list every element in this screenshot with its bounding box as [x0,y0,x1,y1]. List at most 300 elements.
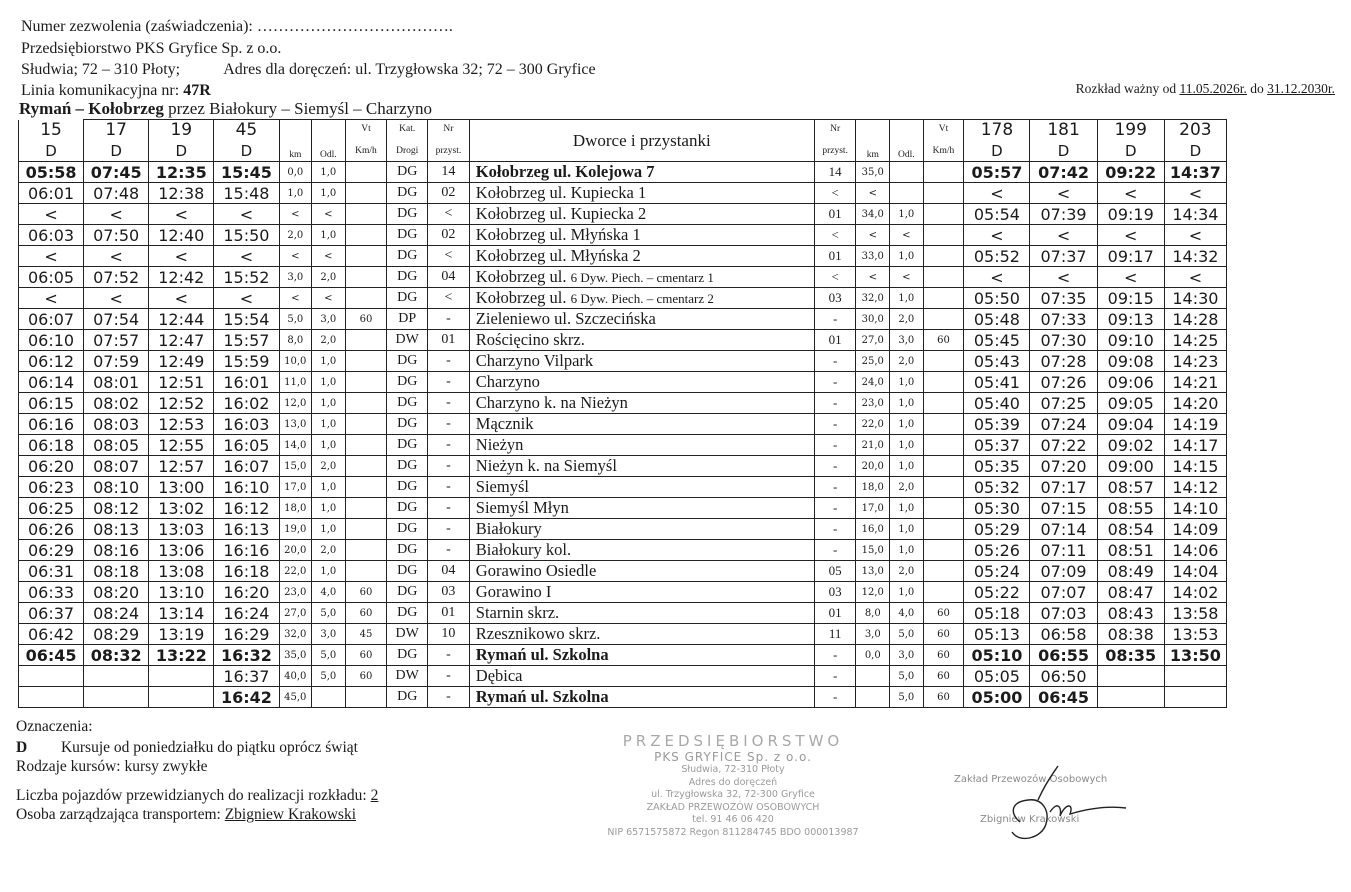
trip-number-right-2: 181 [1030,120,1097,141]
distance-cell: 1,0 [312,162,346,183]
route-endpoints: Rymań – Kołobrzeg [19,99,164,118]
stop-name [469,288,814,309]
distance-cell-right: 1,0 [890,372,924,393]
departure-time-left: 16:02 [214,393,279,414]
departure-time-left: 06:05 [19,267,84,288]
departure-time-left: 06:25 [19,498,84,519]
departure-time-right [1164,666,1226,687]
road-category-cell: DG [387,372,428,393]
departure-time-left: 13:03 [149,519,214,540]
departure-time-right: 07:07 [1030,582,1097,603]
departure-time-right: 05:22 [964,582,1030,603]
departure-time-right: 14:09 [1164,519,1226,540]
speed-cell [345,414,387,435]
departure-time-right [1097,666,1164,687]
stop-name-text: Białokury kol. [475,540,572,559]
stop-number-cell: 02 [428,183,470,204]
road-category-header: Kat. Drogi [387,120,428,162]
departure-time-left: 06:03 [19,225,84,246]
route-via: przez Białokury – Siemyśl – Charzyno [168,99,433,118]
km-cell-right: 0,0 [856,645,890,666]
distance-cell-right: 1,0 [890,204,924,225]
departure-time-left: 06:26 [19,519,84,540]
stop-number-cell: 14 [428,162,470,183]
stop-name-text: Siemyśl [475,477,529,496]
stop-number-cell-right: - [814,372,856,393]
km-cell: 27,0 [279,603,312,624]
stop-name-text: Dębica [475,666,523,685]
speed-cell [345,162,387,183]
stamp-line-6: ZAKŁAD PRZEWOZÓW OSOBOWYCH [646,801,820,813]
vehicles-label: Liczba pojazdów przewidzianych do realizacji rozkładu: [16,787,367,804]
stop-number-header-right: Nr przyst. [814,120,856,162]
departure-time-right: 09:10 [1097,330,1164,351]
departure-time-left: 13:14 [149,603,214,624]
km-cell: 1,0 [279,183,312,204]
trip-mark-right-1: D [964,141,1030,162]
departure-time-left [84,687,149,708]
departure-time-left: 15:54 [214,309,279,330]
stop-number-cell-right: 01 [814,246,856,267]
km-header: km [279,120,312,162]
legend-mark-row [16,739,358,757]
distance-cell: < [312,288,346,309]
departure-time-right: 05:05 [964,666,1030,687]
departure-time-right: 07:14 [1030,519,1097,540]
speed-cell-right [923,225,964,246]
speed-cell [345,540,387,561]
distance-cell: 2,0 [312,456,346,477]
distance-cell-right: 2,0 [890,477,924,498]
distance-cell-right: 1,0 [890,435,924,456]
departure-time-right: 08:43 [1097,603,1164,624]
departure-time-right: 07:24 [1030,414,1097,435]
trip-types: Rodzaje kursów: kursy zwykłe [16,758,208,775]
departure-time-right: < [1164,225,1226,246]
stop-name [469,624,814,645]
road-category-cell: DG [387,498,428,519]
table-row [19,162,1227,183]
departure-time-right: < [1030,225,1097,246]
distance-cell-right: 1,0 [890,540,924,561]
stop-name-text: Mącznik [475,414,534,433]
speed-cell-right [923,372,964,393]
speed-cell-right [923,288,964,309]
departure-time-left: 13:08 [149,561,214,582]
departure-time-left [149,666,214,687]
stop-name [469,414,814,435]
departure-time-right: 08:47 [1097,582,1164,603]
departure-time-right: 14:12 [1164,477,1226,498]
signature-stamp-line-1: Zakład Przewozów Osobowych [954,774,1108,785]
stop-number-cell-right: - [814,435,856,456]
stop-number-cell-right: 01 [814,603,856,624]
stop-number-cell: - [428,351,470,372]
speed-cell-right: 60 [923,603,964,624]
table-row [19,351,1227,372]
speed-cell [345,183,387,204]
stop-number-cell-right: 01 [814,330,856,351]
stop-name-text: Kołobrzeg ul. Kupiecka 2 [475,204,647,223]
departure-time-left: 16:12 [214,498,279,519]
speed-cell-right [923,435,964,456]
departure-time-right: 09:02 [1097,435,1164,456]
departure-time-right [1164,687,1226,708]
departure-time-left: 06:12 [19,351,84,372]
km-cell-right: 20,0 [856,456,890,477]
distance-cell-right: < [890,267,924,288]
distance-cell-right: 3,0 [890,330,924,351]
departure-time-right: 05:39 [964,414,1030,435]
departure-time-left: 08:18 [84,561,149,582]
departure-time-right: 14:20 [1164,393,1226,414]
speed-cell [345,519,387,540]
departure-time-right: 09:13 [1097,309,1164,330]
departure-time-left: 12:52 [149,393,214,414]
stop-name-text: Kołobrzeg ul. [475,288,567,307]
departure-time-right: 14:25 [1164,330,1226,351]
departure-time-left: < [84,246,149,267]
distance-cell-right: 2,0 [890,309,924,330]
departure-time-left: 08:13 [84,519,149,540]
speed-cell [345,687,387,708]
speed-cell: 45 [345,624,387,645]
stop-number-cell: < [428,246,470,267]
road-category-cell: DG [387,204,428,225]
km-cell-right: 21,0 [856,435,890,456]
km-cell: 32,0 [279,624,312,645]
stop-number-header: Nr przyst. [428,120,470,162]
departure-time-right: 14:04 [1164,561,1226,582]
departure-time-right: < [964,267,1030,288]
distance-cell-right: 5,0 [890,624,924,645]
distance-cell: 5,0 [312,645,346,666]
distance-cell [312,687,346,708]
speed-cell: 60 [345,603,387,624]
departure-time-left: 07:52 [84,267,149,288]
departure-time-right: 14:28 [1164,309,1226,330]
departure-time-right: 06:50 [1030,666,1097,687]
stamp-line-2: PKS GRYFICE Sp. z o.o. [654,750,812,764]
table-row [19,267,1227,288]
departure-time-left: 16:20 [214,582,279,603]
stop-number-cell: - [428,435,470,456]
km-cell-right [856,666,890,687]
departure-time-right: 13:53 [1164,624,1226,645]
speed-cell [345,330,387,351]
departure-time-left: 08:07 [84,456,149,477]
line-label: Linia komunikacyjna nr: [21,82,180,99]
departure-time-left: 12:57 [149,456,214,477]
stop-number-cell-right: - [814,687,856,708]
departure-time-left: < [149,204,214,225]
departure-time-right: 07:03 [1030,603,1097,624]
departure-time-left: 16:32 [214,645,279,666]
stop-name [469,309,814,330]
stop-name [469,645,814,666]
signature-stamp-line-2: Zbigniew Krakowski [980,814,1080,825]
departure-time-right: 05:43 [964,351,1030,372]
road-category-cell: DG [387,645,428,666]
road-category-cell: DW [387,330,428,351]
distance-cell: 1,0 [312,225,346,246]
departure-time-left: 07:50 [84,225,149,246]
km-cell-right: 22,0 [856,414,890,435]
departure-time-right: 08:49 [1097,561,1164,582]
departure-time-left: 16:24 [214,603,279,624]
road-category-cell: DW [387,624,428,645]
distance-cell-right: 1,0 [890,582,924,603]
trip-mark-left-1: D [19,141,84,162]
departure-time-left: 15:45 [214,162,279,183]
stamp-line-7: tel. 91 46 06 420 [692,814,774,825]
km-cell: 20,0 [279,540,312,561]
table-row [19,372,1227,393]
distance-cell-right [890,162,924,183]
trip-number-left-4: 45 [214,120,279,141]
stop-name [469,267,814,288]
departure-time-right: 08:54 [1097,519,1164,540]
route-title [19,99,432,119]
permit-number-line: Numer zezwolenia (zaświadczenia): ………………………………. [21,18,453,35]
handwritten-signature-icon [950,752,1150,862]
manager-row [16,806,356,824]
departure-time-right: 05:57 [964,162,1030,183]
road-category-cell: DG [387,414,428,435]
km-cell-right: 15,0 [856,540,890,561]
speed-cell [345,267,387,288]
departure-time-right: 05:52 [964,246,1030,267]
stop-number-cell-right: 03 [814,582,856,603]
valid-to-label: do [1250,81,1264,96]
manager-label: Osoba zarządzająca transportem: [16,806,221,823]
stop-number-cell-right: - [814,498,856,519]
table-row [19,393,1227,414]
departure-time-right: 08:35 [1097,645,1164,666]
stop-name [469,561,814,582]
departure-time-left: 13:10 [149,582,214,603]
distance-cell-right: 2,0 [890,351,924,372]
distance-header-right: Odl. [890,120,924,162]
km-cell: 2,0 [279,225,312,246]
stop-name [469,540,814,561]
speed-cell [345,288,387,309]
distance-cell: 1,0 [312,393,346,414]
speed-cell-right [923,477,964,498]
departure-time-right: < [964,225,1030,246]
vehicles-row [16,787,378,805]
departure-time-left: 06:18 [19,435,84,456]
stop-name [469,603,814,624]
stamp-line-3: Słudwia, 72-310 Płoty [681,764,785,775]
table-row [19,624,1227,645]
departure-time-left: < [149,288,214,309]
speed-cell [345,351,387,372]
stop-name-text: Kołobrzeg ul. Młyńska 2 [475,246,641,265]
stop-number-cell-right: < [814,183,856,204]
stop-number-cell: < [428,288,470,309]
stop-number-cell: - [428,477,470,498]
departure-time-left: < [214,246,279,267]
departure-time-right: 14:34 [1164,204,1226,225]
speed-cell-right [923,456,964,477]
vehicles-count: 2 [370,787,379,804]
distance-cell-right: 1,0 [890,288,924,309]
departure-time-left: 13:22 [149,645,214,666]
departure-time-left: 08:32 [84,645,149,666]
stop-number-cell-right: - [814,414,856,435]
departure-time-right: 05:48 [964,309,1030,330]
departure-time-right: 14:15 [1164,456,1226,477]
departure-time-left: 16:03 [214,414,279,435]
manager-name: Zbigniew Krakowski [224,806,357,823]
departure-time-left: 08:12 [84,498,149,519]
departure-time-left [149,687,214,708]
stop-name [469,456,814,477]
speed-cell [345,477,387,498]
speed-cell-right [923,561,964,582]
table-row [19,582,1227,603]
departure-time-right: 05:45 [964,330,1030,351]
departure-time-right: 08:38 [1097,624,1164,645]
distance-header: Odl. [312,120,346,162]
km-cell-right: < [856,225,890,246]
departure-time-right: 05:24 [964,561,1030,582]
departure-time-left: 06:33 [19,582,84,603]
stop-name [469,330,814,351]
distance-cell: 1,0 [312,183,346,204]
stop-number-cell: 04 [428,561,470,582]
departure-time-left: 06:10 [19,330,84,351]
departure-time-right: 14:17 [1164,435,1226,456]
speed-cell-right [923,267,964,288]
departure-time-right: < [1097,267,1164,288]
km-header-right: km [856,120,890,162]
table-row [19,666,1227,687]
departure-time-left [19,666,84,687]
km-cell-right: 33,0 [856,246,890,267]
departure-time-left: 16:05 [214,435,279,456]
distance-cell: 1,0 [312,519,346,540]
km-cell: 22,0 [279,561,312,582]
address-line [21,59,596,80]
departure-time-left: 07:45 [84,162,149,183]
table-row [19,561,1227,582]
distance-cell-right: 5,0 [890,687,924,708]
departure-time-right: 07:09 [1030,561,1097,582]
departure-time-right: < [1097,225,1164,246]
distance-cell: 1,0 [312,351,346,372]
departure-time-right: 14:30 [1164,288,1226,309]
stop-name-text: Charzyno [475,372,540,391]
km-cell-right: 18,0 [856,477,890,498]
table-row [19,435,1227,456]
departure-time-left: 15:50 [214,225,279,246]
departure-time-right: 09:05 [1097,393,1164,414]
departure-time-left: 12:49 [149,351,214,372]
departure-time-left: 16:16 [214,540,279,561]
stop-number-cell-right: 01 [814,204,856,225]
table-row [19,414,1227,435]
speed-cell-right [923,519,964,540]
seat-address: Słudwia; 72 – 310 Płoty; [21,61,181,78]
speed-cell: 60 [345,666,387,687]
stop-number-cell-right: - [814,519,856,540]
departure-time-left: 06:01 [19,183,84,204]
stop-number-cell-right: 14 [814,162,856,183]
speed-cell [345,246,387,267]
stop-number-cell-right: - [814,456,856,477]
km-cell: 11,0 [279,372,312,393]
km-cell: 19,0 [279,519,312,540]
delivery-address: Adres dla doręczeń: ul. Trzygłowska 32; 72 – 300 Gryfice [223,61,596,78]
stop-name-text: Charzyno k. na Nieżyn [475,393,628,412]
trip-mark-left-3: D [149,141,214,162]
km-cell-right: 30,0 [856,309,890,330]
departure-time-right: 13:58 [1164,603,1226,624]
departure-time-right: 05:50 [964,288,1030,309]
departure-time-right: 09:08 [1097,351,1164,372]
stop-number-cell: - [428,645,470,666]
km-cell: 18,0 [279,498,312,519]
km-cell: 15,0 [279,456,312,477]
stop-name [469,225,814,246]
stop-name [469,204,814,225]
table-row [19,645,1227,666]
trip-mark-right-3: D [1097,141,1164,162]
road-category-cell: DG [387,393,428,414]
stop-number-cell: - [428,414,470,435]
trip-number-right-3: 199 [1097,120,1164,141]
departure-time-right: 05:30 [964,498,1030,519]
stop-number-cell: 10 [428,624,470,645]
departure-time-left: 06:37 [19,603,84,624]
valid-label: Rozkład ważny od [1075,81,1177,96]
road-category-cell: DG [387,288,428,309]
stop-number-cell-right: - [814,666,856,687]
km-cell: 0,0 [279,162,312,183]
stop-number-cell-right: 03 [814,288,856,309]
trip-number-right-1: 178 [964,120,1030,141]
km-cell-right: 17,0 [856,498,890,519]
departure-time-right: 07:20 [1030,456,1097,477]
km-cell-right: 24,0 [856,372,890,393]
speed-cell-right: 60 [923,624,964,645]
departure-time-left: 12:53 [149,414,214,435]
departure-time-right: 07:17 [1030,477,1097,498]
distance-cell-right [890,183,924,204]
departure-time-right: 07:28 [1030,351,1097,372]
company-name: Przedsiębiorstwo PKS Gryfice Sp. z o.o. [21,40,282,57]
departure-time-left: < [214,204,279,225]
departure-time-right: 05:18 [964,603,1030,624]
departure-time-left: 06:14 [19,372,84,393]
departure-time-right: 07:39 [1030,204,1097,225]
departure-time-left [84,666,149,687]
distance-cell: 2,0 [312,540,346,561]
stop-number-cell: - [428,309,470,330]
departure-time-right: 05:41 [964,372,1030,393]
stop-name [469,582,814,603]
departure-time-left: < [19,204,84,225]
stamp-line-5: ul. Trzygłowska 32, 72-300 Gryfice [651,789,815,800]
speed-cell: 60 [345,645,387,666]
speed-cell-right [923,351,964,372]
departure-time-right: 14:02 [1164,582,1226,603]
departure-time-right: 05:10 [964,645,1030,666]
speed-cell-right: 60 [923,666,964,687]
speed-cell [345,435,387,456]
